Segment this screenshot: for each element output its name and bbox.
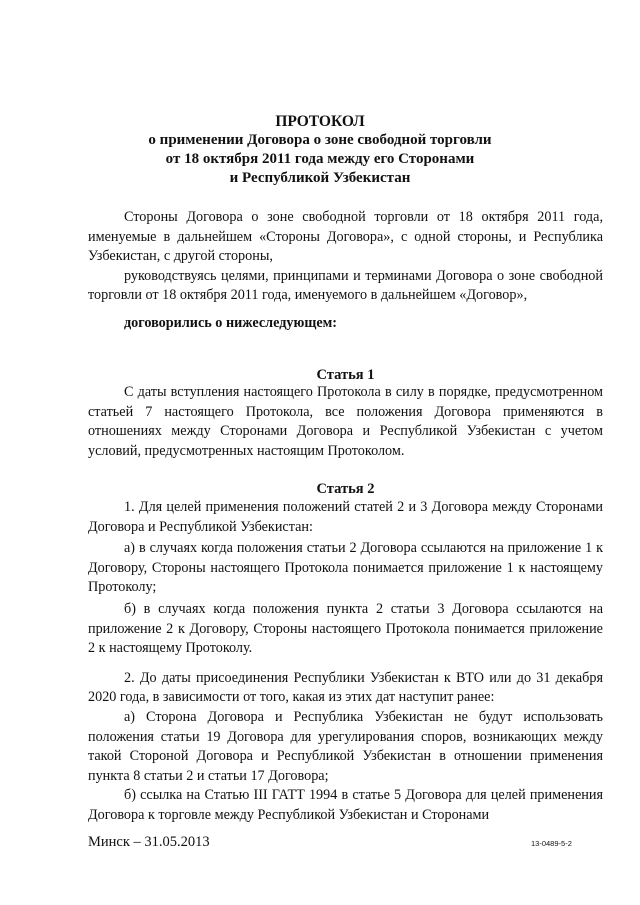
article-2-paragraph-1a: а) в случаях когда положения статьи 2 Договора ссылаются на приложение 1 к Договору, Стороны настоящего Протокола понимается приложение 1 к настоящему Протоколу; (88, 540, 603, 596)
article-1-body (88, 383, 603, 461)
article-1-paragraph-1: С даты вступления настоящего Протокола в силу в порядке, предусмотренном статьей 7 настоящего Протокола, все положения Договора применяются в отношениях между Сторонами Договора и Республикой Узбекистан с учетом условий, предусмотренных настоящим Протоколом. (88, 384, 603, 459)
preamble-paragraph-1: Стороны Договора о зоне свободной торговли от 18 октября 2011 года, именуемые в дальнейшем «Стороны Договора», с одной стороны, и Республика Узбекистан, с другой стороны, (88, 209, 603, 265)
title-line-3: от 18 октября 2011 года между его Сторонами (165, 151, 475, 167)
article-2-paragraph-2a: а) Сторона Договора и Республика Узбекистан не будут использовать положения статьи 19 Договора для урегулирования споров, возникающих между такой Стороной Договора и Республикой Узбекистан в отношении применения пункта 8 статьи 2 и статьи 17 Договора; (88, 708, 603, 784)
footer-document-code: 13-0489-5-2 (531, 839, 572, 848)
article-2-paragraph-1: 1. Для целей применения положений статей 2 и 3 Договора между Сторонами Договора и Республикой Узбекистан: (88, 499, 603, 535)
article-1-title: Статья 1 (316, 367, 375, 383)
preamble-paragraph-2: руководствуясь целями, принципами и терминами Договора о зоне свободной торговли от 18 октября 2011 года, именуемого в дальнейшем «Договор», (88, 267, 603, 304)
article-2-paragraph-1b: б) в случаях когда положения пункта 2 статьи 3 Договора ссылаются на приложение 2 к Договору, Стороны настоящего Протокола понимается приложение 2 к настоящему Протоколу. (88, 600, 603, 657)
title-line-4: и Республикой Узбекистан (229, 170, 411, 186)
article-2-paragraph-2b: б) ссылка на Статью III ГАТТ 1994 в статье 5 Договора для целей применения Договора к торговле между Республикой Узбекистан и Сторонами (88, 787, 603, 823)
title-line-1: ПРОТОКОЛ (275, 113, 365, 130)
document-title (0, 112, 640, 188)
preamble (88, 208, 603, 334)
title-line-2: о применении Договора о зоне свободной торговли (148, 132, 492, 148)
article-2-body (88, 498, 603, 826)
article-2-title: Статья 2 (316, 481, 375, 497)
footer-place-date: Минск – 31.05.2013 (88, 834, 210, 850)
article-2-paragraph-2: 2. До даты присоединения Республики Узбекистан к ВТО или до 31 декабря 2020 года, в зависимости от того, какая из этих дат наступит ранее: (88, 669, 603, 706)
preamble-paragraph-3: договорились о нижеследующем: (124, 314, 338, 331)
